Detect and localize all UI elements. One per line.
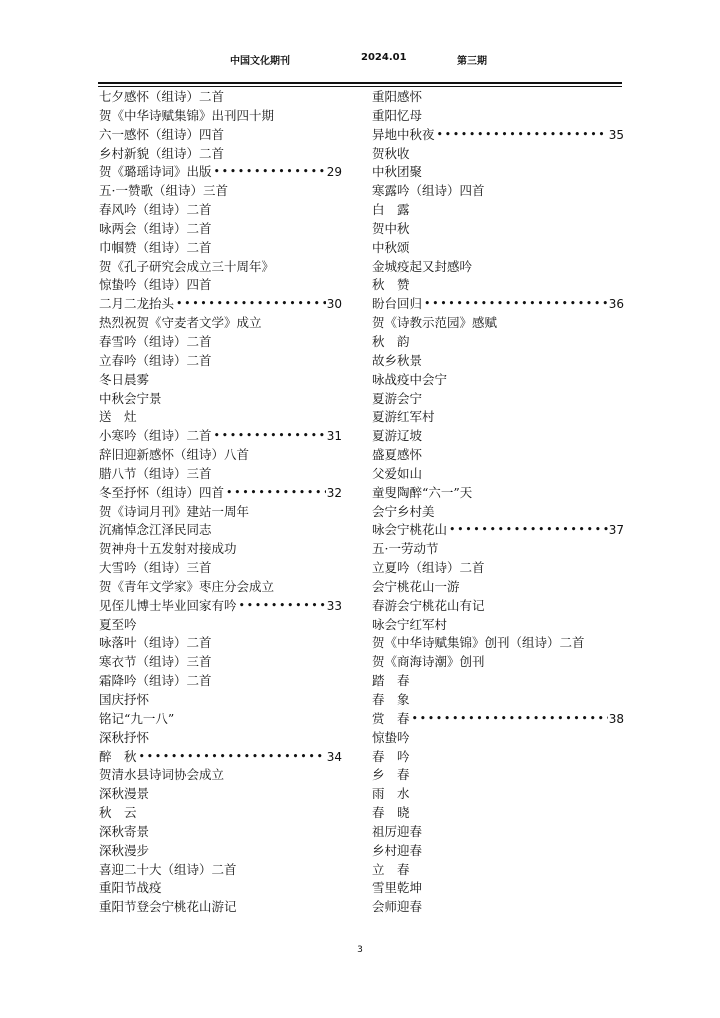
toc-entry — [372, 766, 624, 785]
header-rule-thin — [98, 86, 622, 87]
toc-entry-title: 深秋漫景 — [99, 786, 150, 802]
toc-entry-title: 雪里乾坤 — [372, 880, 423, 896]
toc-entry-title: 贺《中华诗赋集锦》创刊（组诗）二首 — [372, 635, 585, 651]
toc-entry — [99, 408, 342, 427]
toc-entry-title: 惊蛰吟（组诗）四首 — [99, 277, 212, 293]
toc-entry-title: 辞旧迎新感怀（组诗）八首 — [99, 447, 250, 463]
toc-entry-title: 冬日晨雾 — [99, 371, 150, 387]
toc-entry-title: 冬至抒怀（组诗）四首 — [99, 484, 225, 500]
toc-entry — [372, 823, 624, 842]
toc-entry-title: 见侄儿博士毕业回家有吟 — [99, 597, 237, 613]
toc-entry-title: 故乡秋景 — [372, 352, 423, 368]
toc-entry-title: 寒露吟（组诗）四首 — [372, 183, 485, 199]
toc-entry — [99, 107, 342, 126]
toc-entry — [372, 634, 624, 653]
issue-number: 第三期 — [457, 56, 487, 67]
toc-entry-title: 盼台回归 — [372, 296, 423, 312]
toc-entry-title: 送 灶 — [99, 409, 137, 425]
toc-entry — [372, 879, 624, 898]
toc-entry-title: 咏两会（组诗）二首 — [99, 220, 212, 236]
toc-entry — [99, 785, 342, 804]
toc-entry-title: 贺清水县诗词协会成立 — [99, 767, 225, 783]
toc-entry-title: 会宁乡村美 — [372, 503, 435, 519]
toc-dot-leader — [214, 163, 326, 182]
toc-dot-leader — [214, 427, 326, 446]
toc-entry — [99, 145, 342, 164]
toc-entry — [99, 88, 342, 107]
toc-entry — [372, 898, 624, 917]
toc-entry-title: 秋 赞 — [372, 277, 410, 293]
toc-entry — [99, 371, 342, 390]
toc-entry — [372, 352, 624, 371]
journal-title: 中国文化期刊 — [230, 56, 290, 67]
toc-entry-title: 春雪吟（组诗）二首 — [99, 333, 212, 349]
toc-entry-title: 醉 秋 — [99, 748, 137, 764]
toc-entry-title: 乡村迎春 — [372, 842, 423, 858]
page-header — [0, 52, 720, 68]
toc-entry-title: 重阳感怀 — [372, 89, 423, 104]
toc-entry — [99, 276, 342, 295]
toc-entry — [99, 861, 342, 880]
toc-entry — [372, 578, 624, 597]
toc-page-number: 30 — [326, 297, 342, 312]
toc-page-number: 34 — [326, 749, 342, 764]
toc-entry — [99, 314, 342, 333]
toc-dot-leader — [239, 597, 326, 616]
toc-entry — [372, 446, 624, 465]
toc-entry-title: 咏落叶（组诗）二首 — [99, 635, 212, 651]
toc-entry — [99, 597, 342, 616]
toc-entry — [99, 390, 342, 409]
toc-entry-title: 中秋团聚 — [372, 164, 423, 180]
toc-entry — [372, 163, 624, 182]
toc-dot-leader — [176, 295, 326, 314]
toc-entry — [372, 333, 624, 352]
toc-entry-title: 重阳忆母 — [372, 107, 423, 123]
toc-entry — [99, 710, 342, 729]
toc-column-left — [99, 88, 342, 917]
toc-entry-title: 秋 云 — [99, 805, 137, 821]
toc-entry — [99, 842, 342, 861]
toc-entry-title: 立 春 — [372, 861, 410, 877]
toc-entry-title: 热烈祝贺《守麦者文学》成立 — [99, 315, 262, 331]
toc-entry-title: 五·一赞歌（组诗）三首 — [99, 183, 228, 199]
toc-entry — [99, 484, 342, 503]
toc-entry-title: 贺《青年文学家》枣庄分会成立 — [99, 578, 275, 594]
toc-entry-title: 盛夏感怀 — [372, 447, 423, 463]
toc-entry-title: 巾帼赞（组诗）二首 — [99, 239, 212, 255]
toc-entry-title: 咏会宁红军村 — [372, 616, 448, 632]
toc-entry-title: 春 象 — [372, 692, 410, 707]
toc-entry — [372, 710, 624, 729]
toc-entry-title: 雨 水 — [372, 786, 410, 802]
toc-entry — [372, 729, 624, 748]
toc-page-number: 36 — [608, 297, 624, 312]
toc-entry-title: 异地中秋夜 — [372, 126, 435, 142]
toc-entry-title: 童叟陶醉“六一”天 — [372, 484, 473, 500]
toc-entry — [372, 521, 624, 540]
toc-entry-title: 贺《孔子研究会成立三十周年》 — [99, 258, 275, 274]
toc-page-number: 38 — [608, 711, 624, 726]
toc-entry-title: 铭记“九一八” — [99, 710, 175, 726]
toc-entry-title: 立春吟（组诗）二首 — [99, 352, 212, 368]
toc-entry-title: 重阳节战疫 — [99, 880, 162, 896]
toc-entry — [372, 239, 624, 258]
toc-entry — [99, 691, 342, 710]
toc-entry-title: 夏游会宁 — [372, 390, 423, 406]
toc-entry — [372, 126, 624, 145]
toc-entry — [372, 390, 624, 409]
toc-entry — [372, 314, 624, 333]
toc-entry-title: 乡 春 — [372, 767, 410, 783]
toc-entry-title: 会师迎春 — [372, 899, 423, 915]
toc-dot-leader — [424, 295, 608, 314]
toc-entry — [372, 258, 624, 277]
toc-entry-title: 霜降吟（组诗）二首 — [99, 673, 212, 689]
toc-entry-title: 赏 春 — [372, 710, 410, 726]
toc-entry — [99, 521, 342, 540]
toc-entry — [99, 748, 342, 767]
toc-entry — [99, 804, 342, 823]
toc-entry — [372, 408, 624, 427]
toc-entry — [99, 465, 342, 484]
toc-entry — [372, 653, 624, 672]
toc-entry — [372, 804, 624, 823]
toc-entry-title: 二月二龙抬头 — [99, 296, 175, 312]
toc-entry — [372, 503, 624, 522]
toc-entry — [372, 220, 624, 239]
toc-entry — [99, 239, 342, 258]
toc-entry — [372, 540, 624, 559]
toc-entry-title: 夏游辽坡 — [372, 428, 423, 444]
toc-entry — [99, 729, 342, 748]
toc-entry-title: 秋 韵 — [372, 333, 410, 349]
toc-entry — [99, 540, 342, 559]
toc-entry-title: 春游会宁桃花山有记 — [372, 597, 485, 613]
toc-page-number: 32 — [326, 485, 342, 500]
toc-entry — [372, 276, 624, 295]
toc-entry-title: 重阳节登会宁桃花山游记 — [99, 899, 237, 915]
toc-entry — [99, 578, 342, 597]
toc-entry — [372, 107, 624, 126]
toc-entry-title: 会宁桃花山一游 — [372, 578, 460, 594]
toc-entry-title: 深秋抒怀 — [99, 729, 150, 745]
toc-entry — [372, 672, 624, 691]
toc-entry-title: 沉痛悼念江泽民同志 — [99, 522, 212, 538]
toc-entry-title: 咏会宁桃花山 — [372, 522, 448, 538]
toc-entry-title: 白 露 — [372, 202, 410, 218]
toc-entry-title: 六一感怀（组诗）四首 — [99, 126, 225, 142]
toc-entry — [99, 879, 342, 898]
toc-entry-title: 喜迎二十大（组诗）二首 — [99, 861, 237, 877]
toc-entry — [99, 163, 342, 182]
toc-entry — [99, 333, 342, 352]
toc-entry-title: 春风吟（组诗）二首 — [99, 202, 212, 218]
toc-entry-title: 贺《璐瑶诗词》出版 — [99, 164, 212, 180]
toc-entry — [372, 861, 624, 880]
toc-entry-title: 祖厉迎春 — [372, 823, 423, 839]
toc-page-number: 35 — [608, 127, 624, 142]
toc-dot-leader — [412, 710, 608, 729]
toc-entry — [99, 634, 342, 653]
toc-entry-title: 父爱如山 — [372, 465, 423, 481]
toc-entry-title: 贺中秋 — [372, 220, 410, 236]
toc-entry-title: 夏至吟 — [99, 616, 137, 632]
toc-entry-title: 中秋会宁景 — [99, 390, 162, 406]
toc-dot-leader — [437, 126, 608, 145]
toc-entry — [99, 352, 342, 371]
toc-entry-title: 咏战疫中会宁 — [372, 371, 448, 387]
toc-entry-title: 深秋寄景 — [99, 823, 150, 839]
toc-entry-title: 七夕感怀（组诗）二首 — [99, 89, 225, 104]
toc-entry-title: 腊八节（组诗）三首 — [99, 465, 212, 481]
toc-entry — [372, 616, 624, 635]
toc-entry — [99, 201, 342, 220]
issue-date: 2024.01 — [361, 52, 407, 63]
toc-dot-leader — [226, 484, 326, 503]
toc-entry — [99, 616, 342, 635]
toc-entry — [372, 201, 624, 220]
toc-entry — [99, 559, 342, 578]
toc-entry — [372, 691, 624, 710]
toc-entry — [372, 145, 624, 164]
toc-entry — [99, 126, 342, 145]
toc-entry — [372, 88, 624, 107]
toc-entry-title: 贺《诗教示范园》感赋 — [372, 315, 498, 331]
toc-entry — [372, 295, 624, 314]
toc-entry — [99, 220, 342, 239]
toc-entry — [372, 484, 624, 503]
toc-entry — [372, 748, 624, 767]
toc-entry — [372, 597, 624, 616]
toc-entry-title: 贺《中华诗赋集锦》出刊四十期 — [99, 107, 275, 123]
toc-page-number: 31 — [326, 429, 342, 444]
toc-entry-title: 贺秋收 — [372, 145, 410, 161]
toc-entry-title: 夏游红军村 — [372, 409, 435, 425]
toc-entry-title: 乡村新貌（组诗）二首 — [99, 145, 225, 161]
toc-entry-title: 国庆抒怀 — [99, 692, 150, 707]
toc-entry-title: 春 晓 — [372, 805, 410, 821]
toc-entry-title: 踏 春 — [372, 673, 410, 689]
toc-entry — [99, 258, 342, 277]
toc-entry — [372, 182, 624, 201]
toc-entry — [99, 766, 342, 785]
toc-entry-title: 贺《诗词月刊》建站一周年 — [99, 503, 250, 519]
toc-entry-title: 贺《商海诗潮》创刊 — [372, 654, 485, 670]
toc-entry — [99, 446, 342, 465]
toc-entry-title: 金城疫起又封感吟 — [372, 258, 473, 274]
toc-entry-title: 惊蛰吟 — [372, 729, 410, 745]
page-number: 3 — [357, 945, 363, 955]
toc-page-number: 37 — [608, 523, 624, 538]
toc-entry — [372, 785, 624, 804]
toc-entry-title: 春 吟 — [372, 748, 410, 764]
toc-entry — [99, 823, 342, 842]
toc-entry — [372, 559, 624, 578]
toc-page-number: 29 — [326, 165, 342, 180]
toc-column-right — [372, 88, 624, 917]
toc-entry — [99, 427, 342, 446]
toc-page-number: 33 — [326, 598, 342, 613]
toc-entry-title: 贺神舟十五发射对接成功 — [99, 541, 237, 557]
toc-entry — [99, 672, 342, 691]
toc-entry-title: 大雪吟（组诗）三首 — [99, 560, 212, 576]
toc-entry-title: 小寒吟（组诗）二首 — [99, 428, 212, 444]
toc-entry — [372, 842, 624, 861]
toc-entry — [99, 503, 342, 522]
toc-entry — [99, 295, 342, 314]
toc-entry — [99, 653, 342, 672]
header-rule-thick — [98, 82, 622, 84]
toc-entry-title: 寒衣节（组诗）三首 — [99, 654, 212, 670]
toc-entry-title: 立夏吟（组诗）二首 — [372, 560, 485, 576]
toc-dot-leader — [449, 521, 608, 540]
toc-entry — [372, 371, 624, 390]
toc-entry-title: 深秋漫步 — [99, 842, 150, 858]
toc-entry-title: 中秋颂 — [372, 239, 410, 255]
toc-entry — [99, 182, 342, 201]
toc-entry — [372, 427, 624, 446]
toc-entry-title: 五·一劳动节 — [372, 541, 439, 557]
toc-dot-leader — [139, 748, 326, 767]
toc-entry — [372, 465, 624, 484]
toc-entry — [99, 898, 342, 917]
